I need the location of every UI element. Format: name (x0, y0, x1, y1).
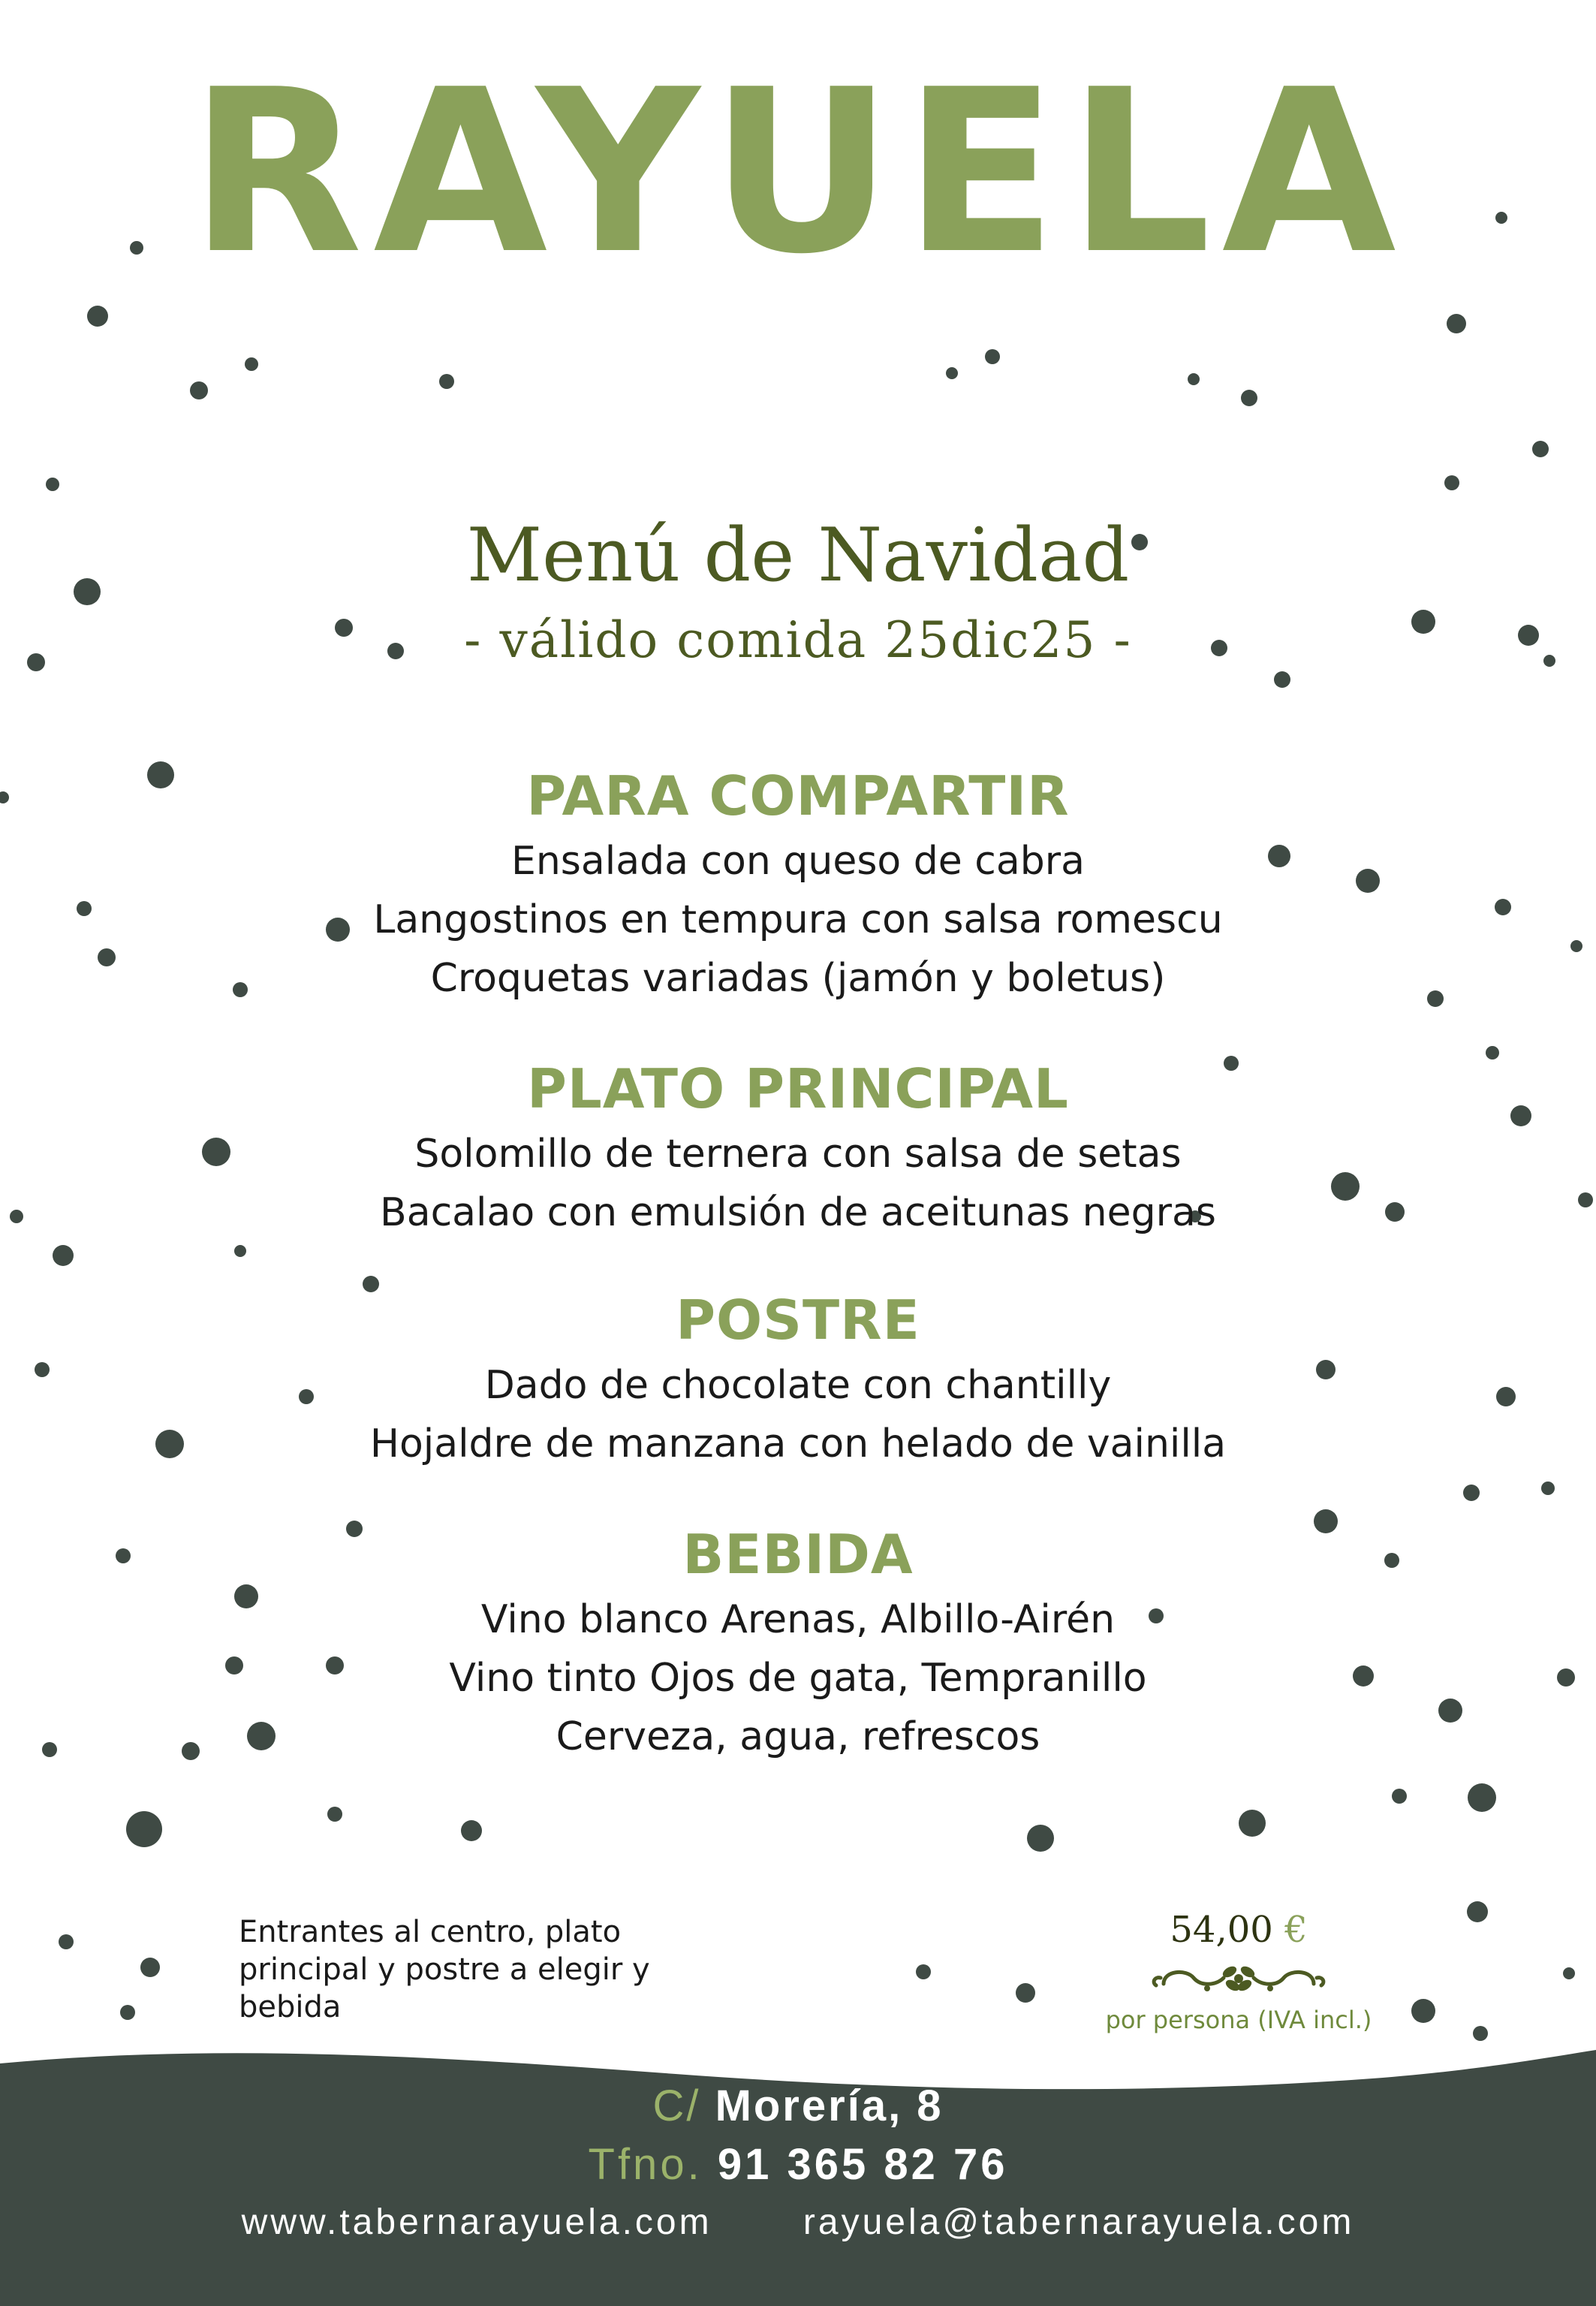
flourish-ornament-icon (1149, 1955, 1329, 2000)
dot (1532, 441, 1549, 457)
dot (946, 367, 958, 379)
menu-subtitle: Menú de Navidad (466, 513, 1130, 598)
dot (1241, 390, 1257, 406)
dot (53, 1245, 74, 1266)
dot (87, 306, 108, 327)
dot (461, 1820, 482, 1841)
footer-contact-row (0, 2200, 1596, 2245)
menu-item: Solomillo de ternera con salsa de setas (414, 1132, 1182, 1177)
dot (190, 381, 208, 399)
dot (126, 1811, 162, 1847)
dot (1563, 1967, 1575, 1979)
dot (1467, 1901, 1488, 1922)
dot (234, 1245, 246, 1257)
dot (59, 1934, 74, 1949)
footer-address (0, 2080, 1596, 2133)
menu-item: Bacalao con emulsión de aceitunas negras (380, 1190, 1216, 1235)
menu-item: Vino tinto Ojos de gata, Tempranillo (449, 1656, 1147, 1701)
phone-label: Tfno. (588, 2140, 703, 2189)
price-block (1074, 1907, 1404, 2035)
dot (1016, 1983, 1035, 2003)
menu-item: Cerveza, agua, refrescos (556, 1714, 1040, 1759)
dot (985, 349, 1000, 364)
address-label: C/ (652, 2081, 701, 2130)
section-title: PARA COMPARTIR (526, 764, 1070, 827)
menu-item: Dado de chocolate con chantilly (484, 1363, 1112, 1408)
section-bebida (0, 1518, 1596, 1766)
phone-value: 91 365 82 76 (717, 2140, 1008, 2189)
dot (140, 1958, 160, 1977)
dot (1392, 1789, 1407, 1804)
section-title: POSTRE (676, 1289, 920, 1352)
dot (1541, 1482, 1555, 1495)
address-value: Morería, 8 (715, 2081, 944, 2130)
dot (120, 2005, 135, 2020)
menu-item: Croquetas variadas (jamón y boletus) (430, 956, 1166, 1001)
price-amount: 54,00 (1170, 1909, 1273, 1951)
dot (1027, 1825, 1054, 1852)
dot (327, 1807, 342, 1822)
dot (46, 478, 59, 491)
menu-item: Ensalada con queso de cabra (510, 839, 1085, 884)
menu-item: Vino blanco Arenas, Albillo-Airén (480, 1597, 1116, 1642)
restaurant-title: RAYUELA (189, 41, 1407, 303)
dot (1188, 373, 1200, 385)
website-link[interactable]: www.tabernarayuela.com (241, 2202, 712, 2242)
dot (1468, 1783, 1496, 1812)
menu-item: Hojaldre de manzana con helado de vainilla (369, 1421, 1227, 1466)
price (1074, 1907, 1404, 1952)
price-currency: € (1284, 1909, 1308, 1951)
dot (1444, 475, 1459, 490)
email-link[interactable]: rayuela@tabernarayuela.com (803, 2202, 1355, 2242)
footer-phone (0, 2139, 1596, 2191)
price-caption: por persona (IVA incl.) (1105, 2006, 1372, 2034)
dot (1411, 1999, 1435, 2023)
menu-validity: - válido comida 25dic25 - (464, 611, 1132, 669)
section-title: PLATO PRINCIPAL (527, 1057, 1069, 1120)
dot (1239, 1810, 1266, 1837)
dot (916, 1964, 931, 1979)
dot (245, 357, 258, 371)
dot (1463, 1485, 1480, 1501)
menu-item: Langostinos en tempura con salsa romescu (373, 897, 1223, 942)
section-plato-principal (0, 1053, 1596, 1242)
menu-note: Entrantes al centro, plato principal y postre a elegir y bebida (239, 1915, 650, 2024)
section-postre (0, 1284, 1596, 1473)
section-para-compartir (0, 760, 1596, 1008)
section-title: BEBIDA (682, 1523, 914, 1586)
dot (1447, 314, 1466, 333)
dot (439, 374, 454, 389)
